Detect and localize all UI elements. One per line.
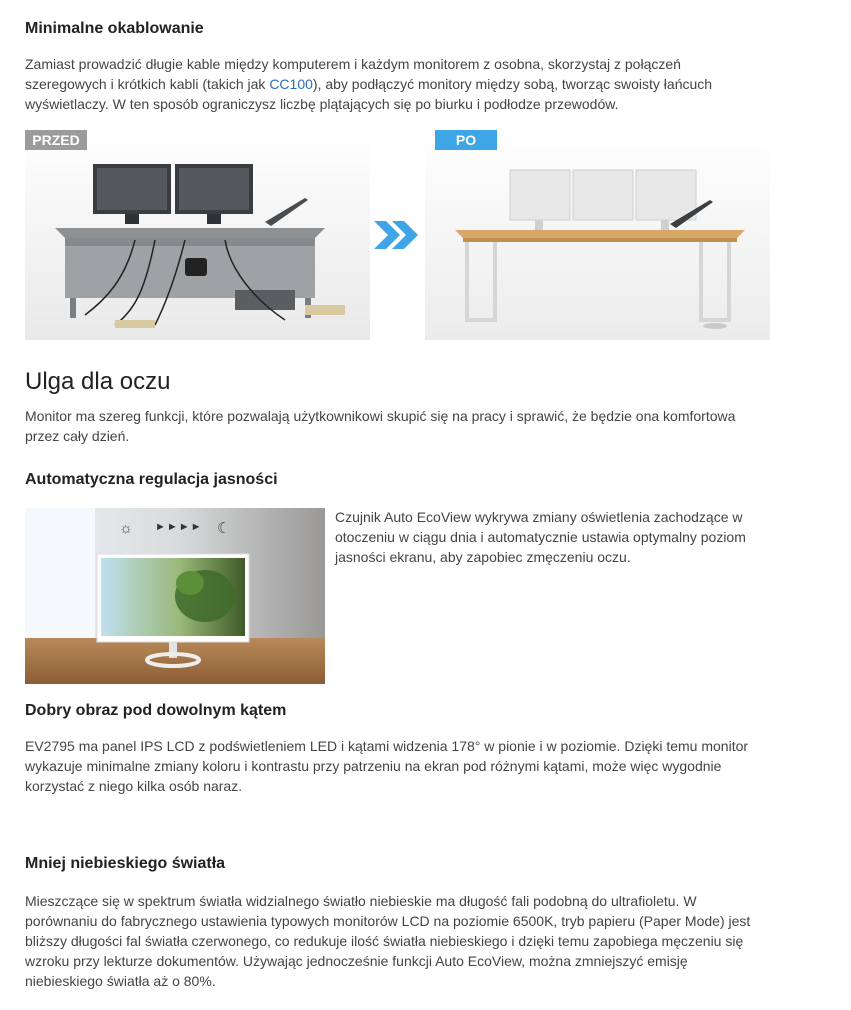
cabling-paragraph bbox=[25, 54, 765, 114]
auto-brightness-heading: Automatyczna regulacja jasności bbox=[25, 471, 278, 488]
sun-icon: ☼ bbox=[119, 520, 133, 537]
before-label: PRZED bbox=[25, 130, 87, 150]
auto-ecoview-image bbox=[25, 508, 325, 684]
viewing-angle-heading: Dobry obraz pod dowolnym kątem bbox=[25, 702, 287, 719]
viewing-angle-paragraph: EV2795 ma panel IPS LCD z podświetleniem LED i kątami widzenia 178° w pionie i w poziomie. Dzięki temu monitor wykazuje minimalne zmiany koloru i kontrastu przy patrzeniu na ekran pod różnymi kątami, może więc wygodnie korzystać z niego kilka osób naraz. bbox=[25, 738, 749, 794]
double-chevron-right-icon bbox=[370, 215, 425, 255]
cabling-text-1: Zamiast prowadzić długie kable między komputerem i każdym monitorem z osobna, skorzystaj z połączeń szeregowych i krótkich kabli (takich jak bbox=[25, 56, 681, 92]
cc100-link[interactable]: CC100 bbox=[269, 76, 313, 92]
eye-care-heading: Ulga dla oczu bbox=[25, 368, 171, 395]
cabling-text-2: ), aby podłączyć monitory między sobą, tworząc swoisty łańcuch wyświetlaczy. W ten sposób ograniczysz liczbę plątających się po biurku i podłodze przewodów. bbox=[25, 76, 713, 112]
blue-light-paragraph: Mieszczące się w spektrum światła widzialnego światło niebieskie ma długość fali podobną do ultrafioletu. W porównaniu do fabrycznego ustawienia typowych monitorów LCD na poziomie 6500K, tryb papieru (Paper Mode) jest bliższy długości fal światła czerwonego, co redukuje ilość światła niebieskiego i dzięki temu zapobiega męczeniu się wzroku przy lekturze dokumentów. Używając jednocześnie funkcji Auto EcoView, można zmniejszyć emisję niebieskiego światła aż o 80%. bbox=[25, 893, 751, 989]
eye-care-paragraph: Monitor ma szereg funkcji, które pozwalają użytkownikowi skupić się na pracy i sprawić, że będzie ona komfortowa przez cały dzień. bbox=[25, 408, 736, 444]
after-label: PO bbox=[435, 130, 497, 150]
blue-light-heading: Mniej niebieskiego światła bbox=[25, 855, 226, 872]
moon-icon: ☾ bbox=[217, 520, 231, 537]
cabling-comparison-image bbox=[25, 130, 770, 340]
cabling-heading: Minimalne okablowanie bbox=[25, 20, 204, 37]
auto-brightness-paragraph: Czujnik Auto EcoView wykrywa zmiany oświetlenia zachodzące w otoczeniu w ciągu dnia i automatycznie ustawia optymalny poziom jasności ekranu, aby zapobiec zmęczeniu oczu. bbox=[335, 509, 746, 565]
arrows-icon: ►►►► bbox=[155, 521, 203, 533]
